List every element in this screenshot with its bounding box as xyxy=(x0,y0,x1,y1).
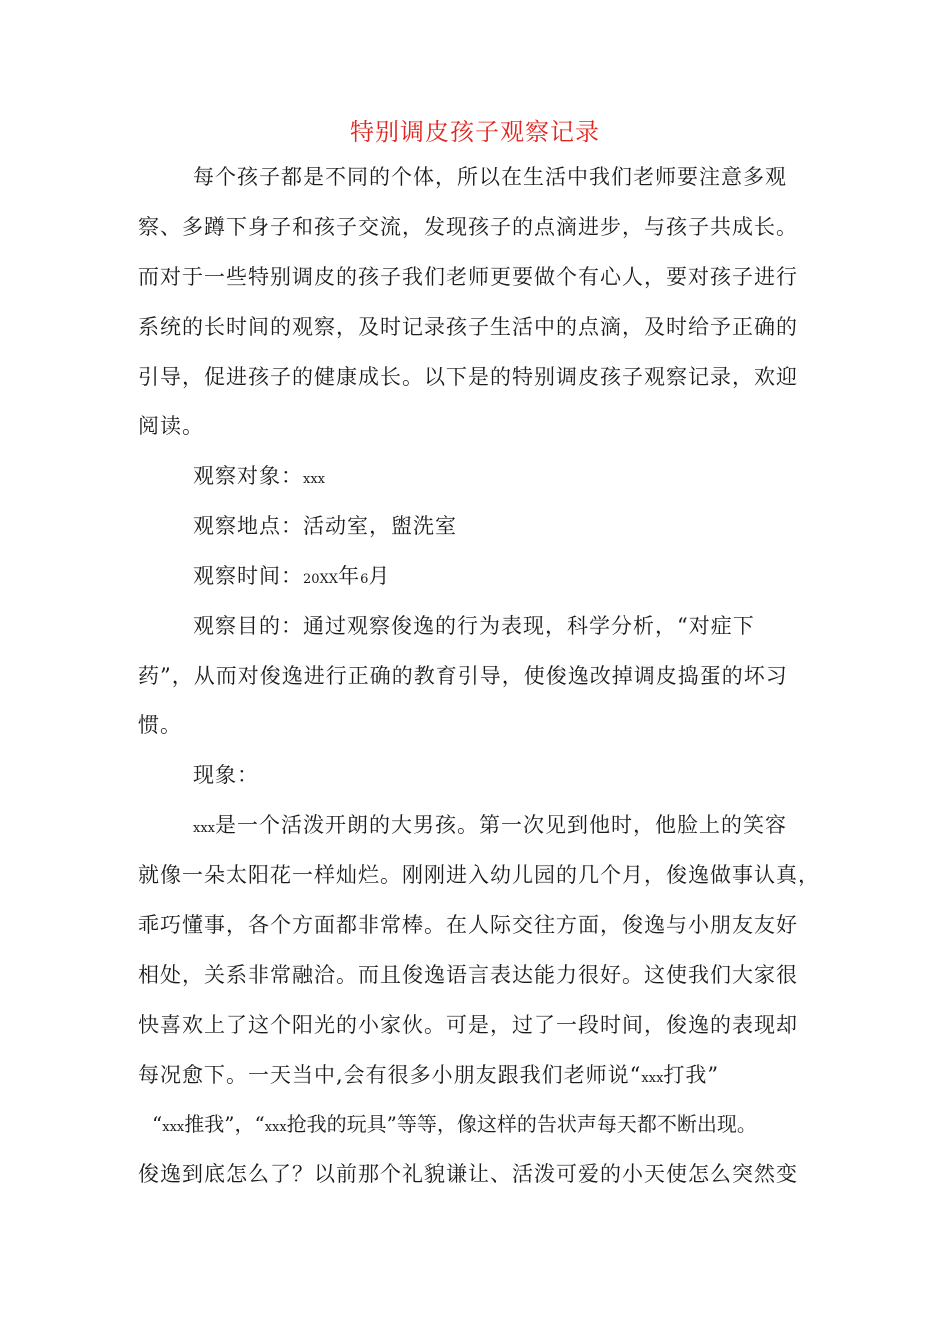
latin-run: xxx xyxy=(303,472,325,487)
latin-run: xxx xyxy=(641,1071,664,1086)
paragraph-line: 乖巧懂事，各个方面都非常棒。在人际交往方面，俊逸与小朋友友好 xyxy=(138,913,798,937)
paragraph-line: 快喜欢上了这个阳光的小家伙。可是，过了一段时间，俊逸的表现却 xyxy=(138,1013,798,1037)
phenomenon-heading: 现象： xyxy=(193,763,259,787)
latin-run: xxx xyxy=(162,1120,185,1135)
observe-subject-line: 观察对象：xxx xyxy=(193,464,325,488)
paragraph-line: 系统的长时间的观察，及时记录孩子生活中的点滴，及时给予正确的 xyxy=(138,315,798,339)
latin-run: 20XX xyxy=(303,572,339,587)
document-title: 特别调皮孩子观察记录 xyxy=(350,118,600,146)
latin-run: xxx xyxy=(193,821,215,836)
paragraph-line: 阅读。 xyxy=(138,414,204,438)
observe-location-line: 观察地点：活动室，盥洗室 xyxy=(193,514,457,538)
paragraph-line: 每个孩子都是不同的个体，所以在生活中我们老师要注意多观 xyxy=(193,165,787,189)
paragraph-line: 药”，从而对俊逸进行正确的教育引导，使俊逸改掉调皮捣蛋的坏习 xyxy=(138,664,788,688)
observe-purpose-line: 观察目的：通过观察俊逸的行为表现，科学分析，“对症下 xyxy=(193,614,755,638)
paragraph-line: 引导，促进孩子的健康成长。以下是的特别调皮孩子观察记录，欢迎 xyxy=(138,365,798,389)
latin-run: 6 xyxy=(360,572,369,587)
observe-time-line: 观察时间：20XX年6月 xyxy=(193,564,391,588)
paragraph-line: 俊逸到底怎么了？以前那个礼貌谦让、活泼可爱的小天使怎么突然变 xyxy=(138,1162,798,1186)
paragraph-line: 就像一朵太阳花一样灿烂。刚刚进入幼儿园的几个月，俊逸做事认真， xyxy=(138,863,820,887)
paragraph-line: 相处，关系非常融洽。而且俊逸语言表达能力很好。这使我们大家很 xyxy=(138,963,798,987)
paragraph-line: 而对于一些特别调皮的孩子我们老师更要做个有心人，要对孩子进行 xyxy=(138,265,798,289)
paragraph-line: “xxx推我”，“xxx抢我的玩具”等等，像这样的告状声每天都不断出现。 xyxy=(152,1112,757,1136)
latin-run: xxx xyxy=(264,1120,287,1135)
paragraph-line: 每况愈下。一天当中,会有很多小朋友跟我们老师说“xxx打我” xyxy=(138,1063,720,1087)
paragraph-line: xxx是一个活泼开朗的大男孩。第一次见到他时，他脸上的笑容 xyxy=(193,813,787,837)
paragraph-line: 察、多蹲下身子和孩子交流，发现孩子的点滴进步，与孩子共成长。 xyxy=(138,215,798,239)
paragraph-line: 惯。 xyxy=(138,713,182,737)
